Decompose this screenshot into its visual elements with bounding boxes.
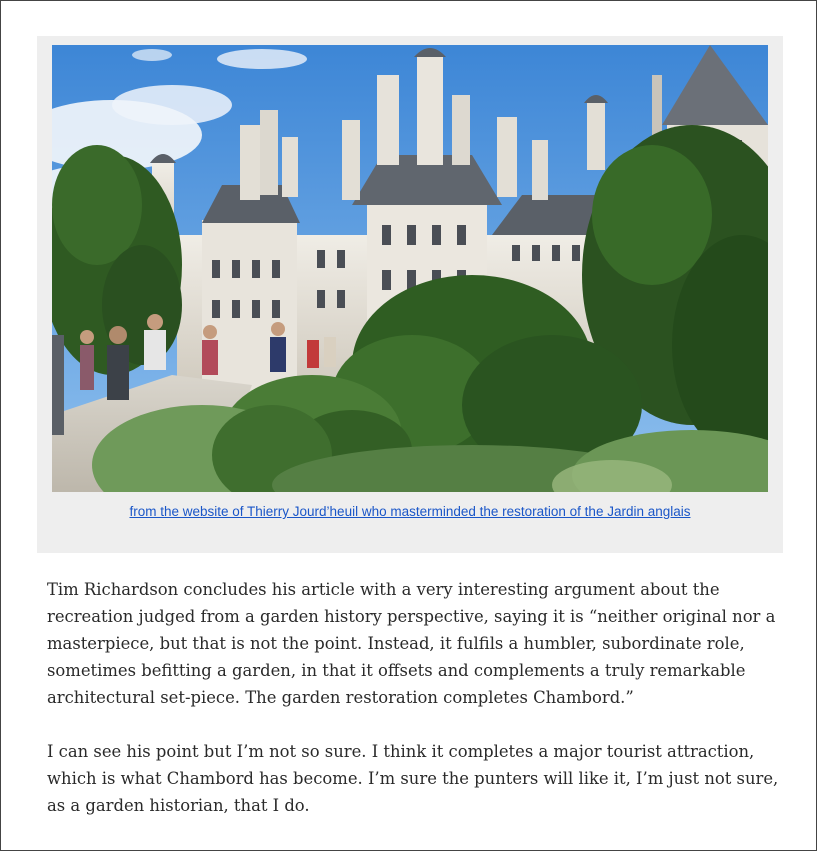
image-caption-link[interactable]: from the website of Thierry Jourd’heuil who masterminded the restoration of the Jardin anglais	[129, 504, 691, 519]
article-body	[47, 576, 792, 846]
article-paragraph: Tim Richardson concludes his article with a very interesting argument about the recreation judged from a garden history perspective, saying it is “neither original nor a masterpiece, but that is not the point. Instead, it fulfils a humbler, subordinate role, sometimes befitting a garden, in that it offsets and complements a truly remarkable architectural set-piece. The garden restoration completes Chambord.”	[47, 580, 776, 707]
chateau-photo	[52, 45, 768, 492]
figure-box	[37, 36, 783, 553]
article-paragraph: I can see his point but I’m not so sure. I think it completes a major tourist attraction, which is what Chambord has become. I’m sure the punters will like it, I’m just not sure, as a garden historian, that I do.	[47, 742, 779, 815]
